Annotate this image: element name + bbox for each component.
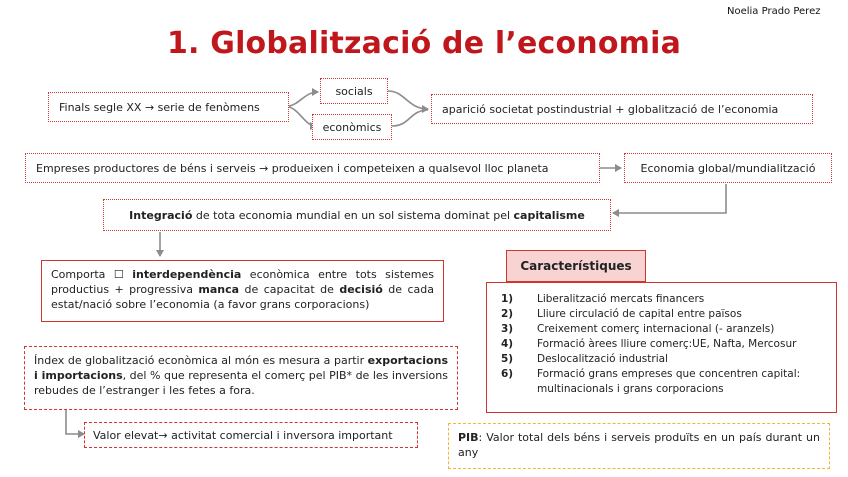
economia-global-box: [624, 153, 832, 183]
author-name: Noelia Prado Perez: [727, 6, 821, 17]
socials-box: [320, 78, 388, 104]
empreses-box: [25, 153, 600, 183]
integracio-bold: Integració: [129, 208, 193, 222]
result-box: [431, 94, 813, 124]
connector-global-to-integracio: [613, 184, 726, 213]
connector-index-to-valor: [66, 410, 84, 434]
comporta-t3: econòmica entre tots sistemes productius + progressiva: [51, 268, 434, 296]
connector-to-socials: [289, 92, 318, 106]
list-text: Liberalització mercats financers: [537, 293, 705, 305]
caracteristiques-list: [486, 282, 837, 413]
list-text: Lliure circulació de capital entre països: [537, 308, 742, 320]
decisio-bold: decisió: [339, 283, 383, 296]
finals-segle-text: Finals segle XX → serie de fenòmens: [59, 100, 260, 114]
index-t1: Índex de globalització econòmica al món es mesura a partir: [34, 354, 368, 367]
connector-economics-to-result: [392, 110, 428, 126]
index-box: [24, 346, 458, 410]
list-text: Formació grans empreses que concentren capital: multinacionals i grans corporacions: [537, 368, 801, 395]
manca-bold: manca: [198, 283, 240, 296]
pib-box: [448, 423, 830, 469]
list-item: [501, 322, 830, 337]
list-item: [501, 352, 830, 367]
integracio-box: [103, 199, 611, 231]
comporta-t2: [124, 268, 132, 281]
comporta-t5: de cada estat/nació sobre l’economia (a favor grans corporacions): [51, 283, 434, 311]
list-text: Creixement comerç internacional (- aranzels): [537, 323, 775, 335]
comporta-t4: de capacitat de: [239, 283, 340, 296]
socials-text: socials: [335, 84, 373, 98]
pib-bold: PIB: [458, 431, 479, 444]
caracteristiques-header: Característiques: [506, 250, 646, 282]
list-item: [501, 337, 830, 352]
finals-segle-box: [48, 92, 289, 122]
list-number: 5): [501, 353, 514, 365]
list-text: Formació àrees lliure comerç:UE, Nafta, Mercosur: [537, 338, 797, 350]
integracio-text: [129, 208, 585, 223]
list-text: Deslocalització industrial: [537, 353, 668, 365]
economics-box: [312, 114, 392, 140]
comporta-box: [41, 260, 444, 322]
capitalisme-bold: capitalisme: [513, 208, 585, 222]
list-item: [501, 367, 830, 397]
index-t2: , del % que representa el comerç pel PIB* de les inversions rebudes de l’estranger i les fetes a fora.: [34, 369, 448, 397]
page-title: 1. Globalització de l’economia: [166, 26, 682, 61]
exportacions-bold: exportacions i importacions: [34, 354, 448, 382]
connector-socials-to-result: [388, 91, 428, 109]
list-number: 4): [501, 338, 514, 350]
pib-text: : Valor total dels béns i serveis produïts en un país durant un any: [458, 431, 820, 459]
empreses-text: Empreses productores de béns i serveis → produeixen i competeixen a qualsevol lloc planeta: [36, 161, 549, 175]
checkbox-icon: ☐: [113, 268, 124, 281]
integracio-mid: de tota economia mundial en un sol sistema dominat pel: [192, 208, 514, 222]
list-number: 1): [501, 293, 514, 305]
valor-box: [84, 422, 418, 448]
list-number: 6): [501, 368, 514, 380]
comporta-t1: Comporta: [51, 268, 114, 281]
economia-global-text: Economia global/mundialització: [640, 161, 816, 175]
economics-text: econòmics: [322, 120, 382, 134]
list-item: [501, 307, 830, 322]
result-text: aparició societat postindustrial + globalització de l’economia: [442, 102, 779, 116]
list-number: 3): [501, 323, 514, 335]
interdependencia-bold: interdependència: [132, 268, 242, 281]
list-number: 2): [501, 308, 514, 320]
list-item: [501, 292, 830, 307]
valor-text: Valor elevat→ activitat comercial i inversora important: [93, 428, 393, 442]
